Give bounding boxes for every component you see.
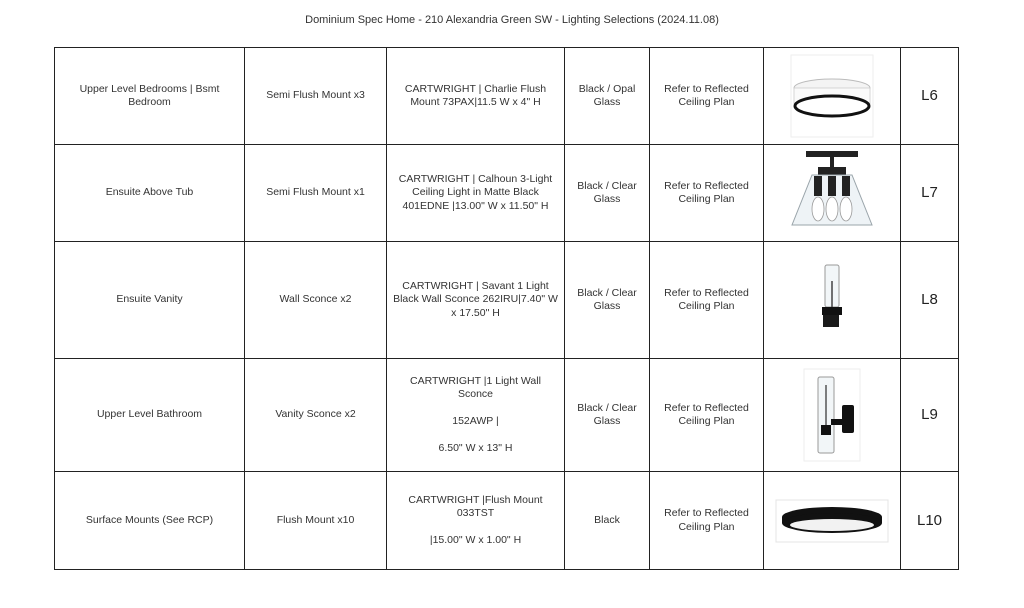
- location-cell: Upper Level Bedrooms | Bsmt Bedroom: [55, 48, 245, 145]
- location-ref-cell: Refer to Reflected Ceiling Plan: [650, 472, 764, 570]
- fixture-type-cell: Vanity Sconce x2: [245, 359, 387, 472]
- table-row: [55, 472, 959, 570]
- fixture-type-cell: Semi Flush Mount x1: [245, 145, 387, 242]
- fixture-code: L9: [901, 359, 959, 472]
- fixture-code: L10: [901, 472, 959, 570]
- location-ref-cell: Refer to Reflected Ceiling Plan: [650, 359, 764, 472]
- fixture-type-cell: Wall Sconce x2: [245, 242, 387, 359]
- finish-cell: Black: [565, 472, 650, 570]
- fixture-code: L8: [901, 242, 959, 359]
- fixture-type-cell: Flush Mount x10: [245, 472, 387, 570]
- slim-flush-mount-icon: [775, 499, 889, 543]
- finish-cell: Black / Clear Glass: [565, 359, 650, 472]
- fixture-image-cell: [764, 242, 901, 359]
- lighting-selections-table: [54, 47, 959, 570]
- flush-mount-opal-icon: [790, 54, 874, 138]
- cylinder-wall-sconce-icon: [810, 263, 854, 337]
- three-light-semi-flush-icon: [784, 149, 880, 237]
- vanity-sconce-icon: [802, 367, 862, 463]
- finish-cell: Black / Clear Glass: [565, 242, 650, 359]
- description-cell: CARTWRIGHT |1 Light Wall Sconce 152AWP | 6.50" W x 13" H: [387, 359, 565, 472]
- location-cell: Upper Level Bathroom: [55, 359, 245, 472]
- description-cell: CARTWRIGHT |Flush Mount 033TST |15.00" W x 1.00" H: [387, 472, 565, 570]
- fixture-image-cell: [764, 145, 901, 242]
- fixture-type-cell: Semi Flush Mount x3: [245, 48, 387, 145]
- location-cell: Surface Mounts (See RCP): [55, 472, 245, 570]
- location-ref-cell: Refer to Reflected Ceiling Plan: [650, 48, 764, 145]
- fixture-image-cell: [764, 472, 901, 570]
- description-cell: CARTWRIGHT | Calhoun 3-Light Ceiling Light in Matte Black 401EDNE |13.00" W x 11.50" H: [387, 145, 565, 242]
- table-row: [55, 242, 959, 359]
- table-row: [55, 48, 959, 145]
- fixture-image-cell: [764, 359, 901, 472]
- description-cell: CARTWRIGHT | Savant 1 Light Black Wall Sconce 262IRU|7.40" W x 17.50" H: [387, 242, 565, 359]
- location-ref-cell: Refer to Reflected Ceiling Plan: [650, 242, 764, 359]
- location-cell: Ensuite Vanity: [55, 242, 245, 359]
- table-row: [55, 145, 959, 242]
- fixture-code: L7: [901, 145, 959, 242]
- fixture-code: L6: [901, 48, 959, 145]
- fixture-image-cell: [764, 48, 901, 145]
- description-cell: CARTWRIGHT | Charlie Flush Mount 73PAX|11.5 W x 4" H: [387, 48, 565, 145]
- location-ref-cell: Refer to Reflected Ceiling Plan: [650, 145, 764, 242]
- table-row: [55, 359, 959, 472]
- page-title: Dominium Spec Home - 210 Alexandria Green SW - Lighting Selections (2024.11.08): [305, 14, 719, 26]
- finish-cell: Black / Opal Glass: [565, 48, 650, 145]
- finish-cell: Black / Clear Glass: [565, 145, 650, 242]
- location-cell: Ensuite Above Tub: [55, 145, 245, 242]
